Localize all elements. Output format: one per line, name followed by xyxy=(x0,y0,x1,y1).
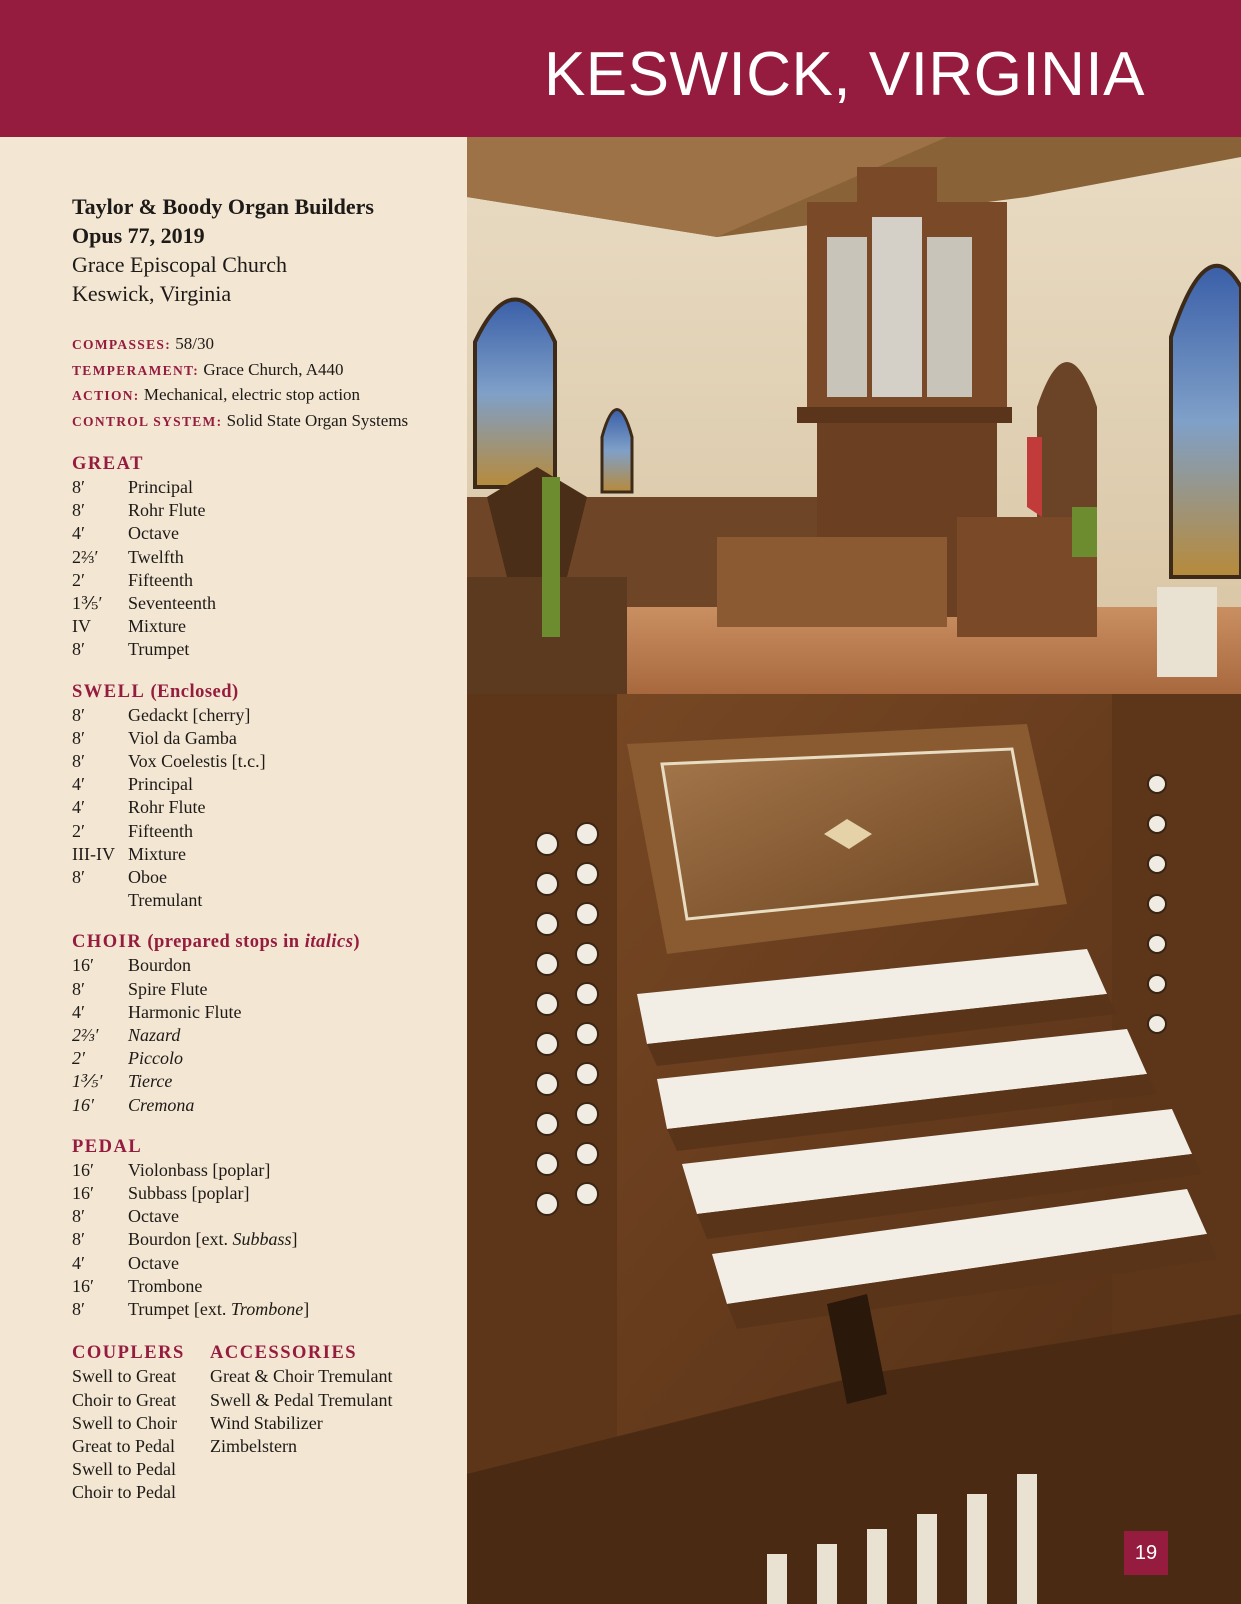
stop-row: 4′ Harmonic Flute xyxy=(72,1001,242,1022)
spec-value: Solid State Organ Systems xyxy=(226,410,409,430)
division-heading: SWELL (Enclosed) xyxy=(72,681,239,702)
stop-row: 8′ Vox Coelestis [t.c.] xyxy=(72,751,266,772)
page-header xyxy=(0,0,1241,137)
stop-row: 8′ Rohr Flute xyxy=(72,500,206,521)
stop-row: 8′ Principal xyxy=(72,477,193,497)
accessories-list xyxy=(210,1341,393,1458)
opus-number: Opus 77, 2019 xyxy=(72,223,205,248)
stop-row: 4′ Rohr Flute xyxy=(72,797,206,818)
spec-list xyxy=(72,332,452,434)
coupler-item: Swell to Great xyxy=(72,1366,176,1387)
division-pedal xyxy=(72,1135,452,1321)
stop-row: 8′ Trumpet xyxy=(72,639,190,660)
prepared-stop-row: 2⅔′ Nazard xyxy=(72,1025,181,1046)
division-heading: CHOIR (prepared stops in italics) xyxy=(72,932,361,953)
stop-row: 16′ Trombone xyxy=(72,1275,203,1296)
stop-row: 4′ Octave xyxy=(72,1252,179,1273)
organ-console-photo xyxy=(467,694,1241,1604)
coupler-item: Great to Pedal xyxy=(72,1435,175,1456)
church-name: Grace Episcopal Church xyxy=(72,252,288,277)
division-swell xyxy=(72,680,452,913)
spec-label: CONTROL SYSTEM: xyxy=(72,413,223,429)
stop-row: IV Mixture xyxy=(72,616,186,637)
coupler-item: Choir to Great xyxy=(72,1389,176,1410)
stop-row: 16′ Bourdon xyxy=(72,955,191,976)
builder-name: Taylor & Boody Organ Builders xyxy=(72,194,374,219)
stop-row: 2′ Fifteenth xyxy=(72,820,193,841)
stop-row: 8′ Bourdon [ext. Subbass] xyxy=(72,1229,298,1250)
spec-label: ACTION: xyxy=(72,388,140,403)
spec-compasses xyxy=(72,332,452,358)
stop-row: 8′ Octave xyxy=(72,1206,179,1227)
couplers-accessories xyxy=(72,1341,452,1511)
stop-row: 4′ Octave xyxy=(72,523,179,544)
spec-control-system xyxy=(72,409,452,435)
coupler-item: Swell to Pedal xyxy=(72,1459,176,1480)
coupler-item: Choir to Pedal xyxy=(72,1482,176,1503)
spec-label: TEMPERAMENT: xyxy=(72,362,200,378)
accessory-item: Wind Stabilizer xyxy=(210,1412,323,1433)
division-great xyxy=(72,452,452,662)
stop-row: Tremulant xyxy=(128,890,203,911)
spec-temperament xyxy=(72,358,452,384)
division-heading: PEDAL xyxy=(72,1136,143,1157)
prepared-stop-row: 16′ Cremona xyxy=(72,1094,195,1115)
church-interior-photo xyxy=(467,137,1241,694)
stop-row: 8′ Spire Flute xyxy=(72,978,208,999)
division-heading: GREAT xyxy=(72,454,144,474)
couplers-heading: COUPLERS xyxy=(72,1343,185,1364)
prepared-stop-row: 1⅗′ Tierce xyxy=(72,1071,173,1092)
spec-value: Grace Church, A440 xyxy=(203,359,344,379)
accessories-heading: ACCESSORIES xyxy=(210,1343,358,1364)
couplers-list xyxy=(72,1341,185,1504)
stop-row: 16′ Subbass [poplar] xyxy=(72,1183,250,1204)
stop-row: 8′ Trumpet [ext. Trombone] xyxy=(72,1299,310,1320)
page-title: KESWICK, VIRGINIA xyxy=(543,40,1145,109)
accessory-item: Zimbelstern xyxy=(210,1435,297,1456)
page-number: 19 xyxy=(1124,1531,1168,1575)
stop-row: 2′ Fifteenth xyxy=(72,569,193,590)
accessory-item: Swell & Pedal Tremulant xyxy=(210,1389,393,1410)
stop-row: 8′ Gedackt [cherry] xyxy=(72,704,251,725)
stop-row: 2⅔′ Twelfth xyxy=(72,546,184,567)
stop-row: 8′ Oboe xyxy=(72,867,167,888)
spec-value: 58/30 xyxy=(175,334,214,353)
stop-row: 1⅗′ Seventeenth xyxy=(72,593,216,614)
spec-action xyxy=(72,383,452,409)
organ-specification xyxy=(72,192,452,1511)
accessory-item: Great & Choir Tremulant xyxy=(210,1366,393,1387)
prepared-stop-row: 2′ Piccolo xyxy=(72,1048,183,1069)
division-choir xyxy=(72,930,452,1116)
spec-value: Mechanical, electric stop action xyxy=(143,385,361,404)
stop-row: III-IV Mixture xyxy=(72,843,186,864)
stop-row: 4′ Principal xyxy=(72,774,193,795)
spec-label: COMPASSES: xyxy=(72,337,172,352)
stop-row: 16′ Violonbass [poplar] xyxy=(72,1159,271,1180)
stop-row: 8′ Viol da Gamba xyxy=(72,727,237,748)
church-location: Keswick, Virginia xyxy=(72,281,232,306)
coupler-item: Swell to Choir xyxy=(72,1412,178,1433)
